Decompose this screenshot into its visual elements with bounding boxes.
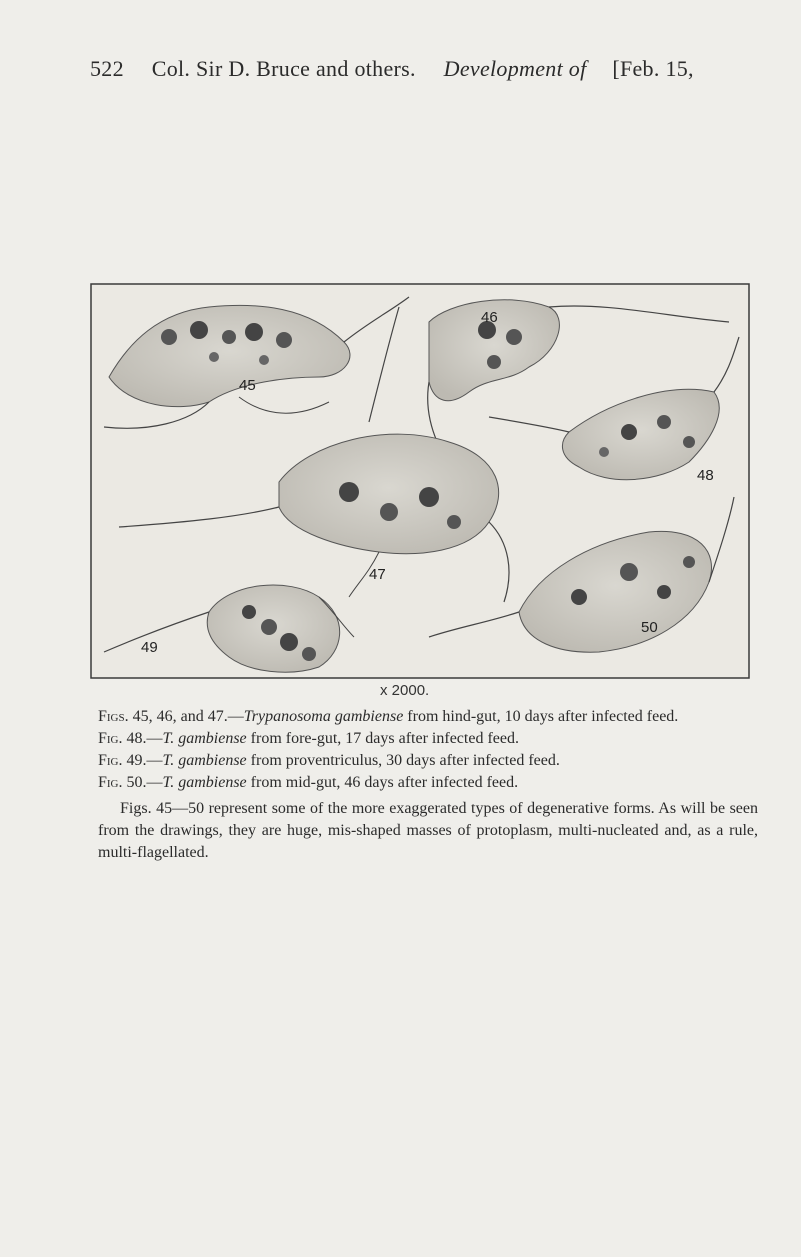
running-date: [Feb. 15, (612, 56, 694, 81)
running-author: Col. Sir D. Bruce and others. (151, 56, 416, 81)
body-paragraph: Figs. 45—50 represent some of the more exaggerated types of degenerative forms. As will be seen from the drawings, they are huge, mis-shaped masses of protoplasm, multi-nucleated and, as a rule, multi-flagellated. (98, 800, 758, 861)
page-number: 522 (90, 56, 124, 81)
caption-fig-50: Fig. 50.—T. gambiense from mid-gut, 46 days after infected feed. (98, 774, 519, 791)
fig-49-label: 49 (141, 639, 158, 656)
caption-fig-49: Fig. 49.—T. gambiense from proventriculus, 30 days after infected feed. (98, 752, 560, 769)
figure-plate (89, 282, 751, 680)
fig-47-label: 47 (369, 566, 386, 583)
fig-46-label: 46 (481, 309, 498, 326)
fig-45-label: 45 (239, 377, 256, 394)
figure-captions (98, 706, 758, 794)
running-header (90, 56, 750, 82)
caption-figs-45-47: Figs. 45, 46, and 47.—Trypanosoma gambiense from hind-gut, 10 days after infected feed. (98, 708, 679, 725)
fig-50-label: 50 (641, 619, 658, 636)
running-title: Development of (443, 56, 587, 81)
fig-48-label: 48 (697, 467, 714, 484)
trypanosome-drawings (89, 282, 751, 680)
magnification-label: x 2000. (380, 682, 430, 699)
caption-fig-48: Fig. 48.—T. gambiense from fore-gut, 17 days after infected feed. (98, 730, 519, 747)
